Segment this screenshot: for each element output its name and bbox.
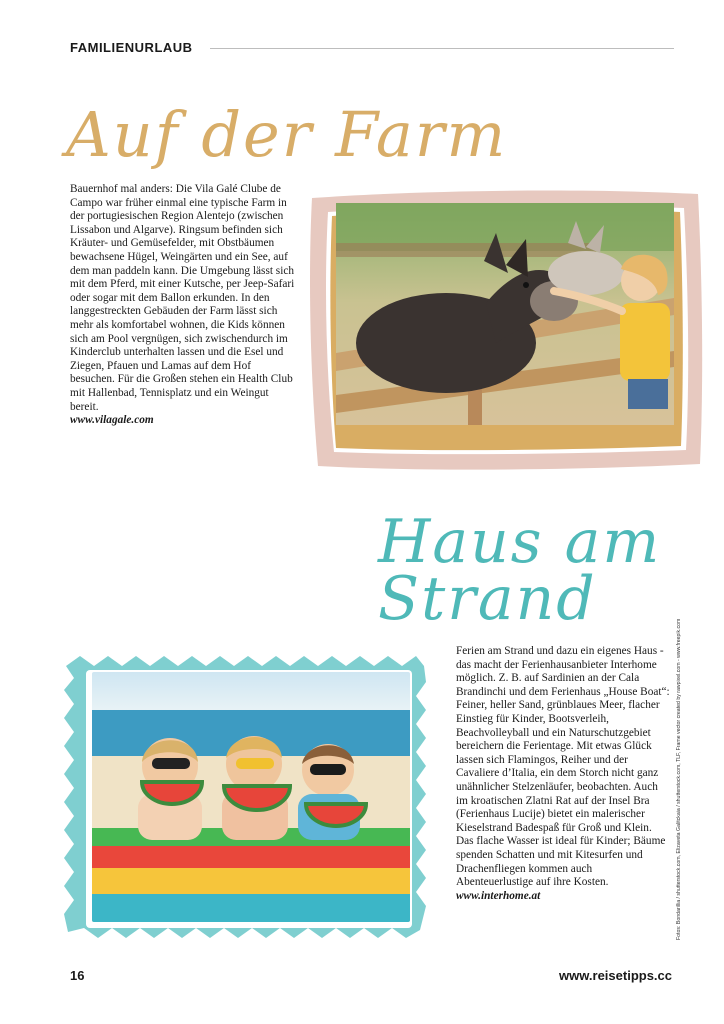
- beach-photo: [92, 672, 410, 922]
- footer-website-link[interactable]: www.reisetipps.cc: [559, 968, 672, 983]
- strand-body-text: Ferien am Strand und dazu ein eigenes Haus - das macht der Ferienhausanbieter Interhome möglich. Z. B. auf Sardinien an der Cala Brandinchi und dem Ferienhaus „House Boat“: Feiner, heller Sand, grünblaues Meer, flacher Einstieg für Kinder, Bootsverleih, Beachvolleyball und ein Naturschutzgebiet bereichern die Ferientage. Mit etwas Glück lassen sich Flamingos, Reiher und der Cavaliere d’Italia, ein dem Storch nicht ganz unähnlicher Stelzenläufer, beobachten. Auch im kroatischen Zlatni Rat auf der Insel Bra (Ferienhaus Lucije) bietet ein malerischer Kieselstrand Badespaß für Groß und Klein. Das flache Wasser ist ideal für Kinder; Bäume spenden Schatten und mit Kitesurfen und Drachenfliegen kommen auch Abenteuerlustige auf ihre Kosten.: [456, 645, 670, 889]
- strand-article: [456, 645, 671, 903]
- header-rule: [210, 48, 674, 49]
- strand-title: [378, 507, 662, 634]
- strand-url-link[interactable]: www.interhome.at: [456, 889, 541, 902]
- strand-title-line2: Strand: [378, 564, 597, 634]
- strand-title-line1: Haus am: [378, 507, 662, 577]
- photo-credit: Fotos: Bondarillia / shutterstock.com, Elizaveta Galitckaia / shutterstock.com, TLF, Frame vector created by rawpixel.com - www.freepik.com: [676, 618, 682, 940]
- farm-title: Auf der Farm: [66, 98, 508, 171]
- page-header: [70, 40, 674, 60]
- farm-photo: [336, 203, 674, 425]
- page-number: 16: [70, 968, 85, 983]
- farm-article: [70, 183, 295, 428]
- section-label: FAMILIENURLAUB: [70, 40, 193, 55]
- farm-body-text: Bauernhof mal anders: Die Vila Galé Clube de Campo war früher einmal eine typische Farm in der portugiesischen Region Alentejo (zwischen Lissabon und Algarve). Ringsum befinden sich Kräuter- und Gemüsefelder, mit Obstbäumen bewachsene Hügel, Weingärten und ein See, auf dem man paddeln kann. Die Umgebung lässt sich mit dem Pferd, mit einer Kutsche, per Jeep-Safari oder sogar mit dem Ballon erkunden. In den langgestreckten Gebäuden der Farm lässt sich mehr als komfortabel wohnen, die Kids können sich am Pool vergnügen, sich zwischendurch im Kinderclub unterhalten lassen und die Esel und Ziegen, Pfauen und Lamas auf dem Hof besuchen. Für die Großen stehen ein Health Club mit Hallenbad, Tennisplatz und ein Weingut bereit.: [70, 183, 295, 413]
- farm-url-link[interactable]: www.vilagale.com: [70, 414, 154, 427]
